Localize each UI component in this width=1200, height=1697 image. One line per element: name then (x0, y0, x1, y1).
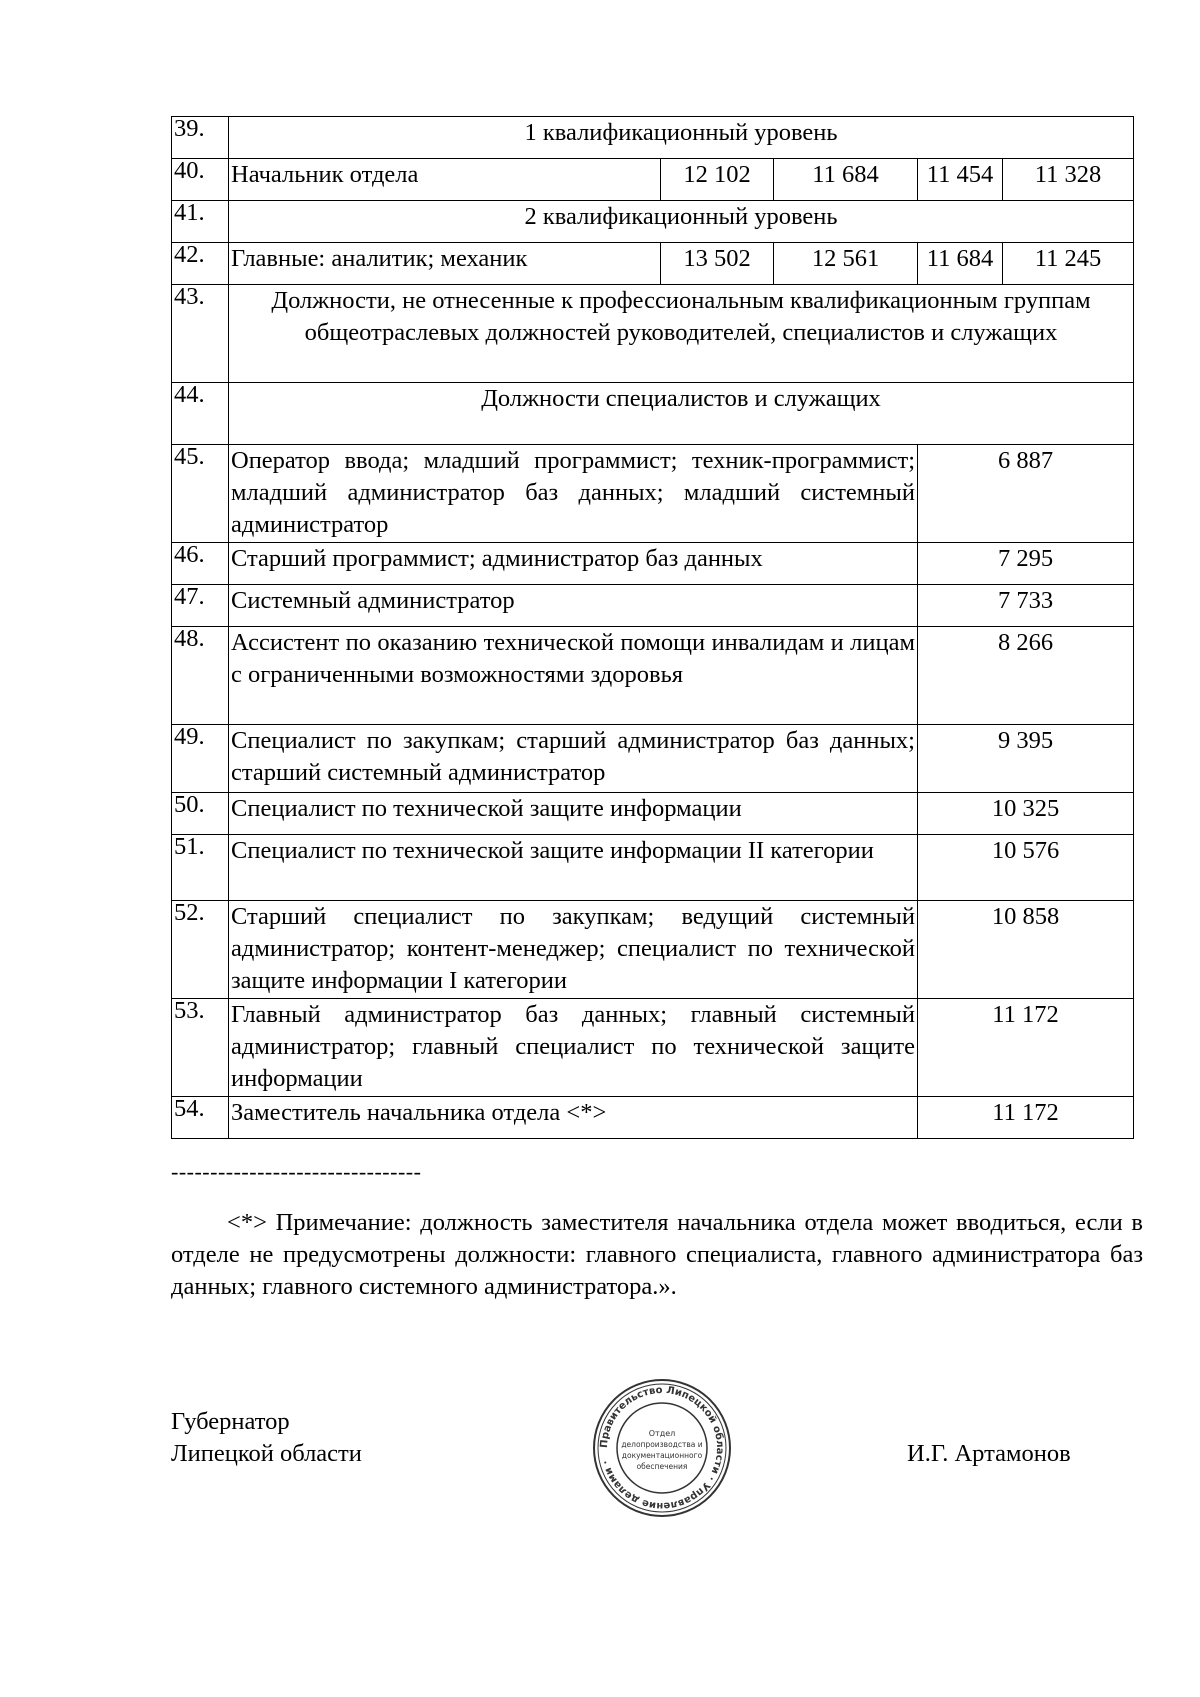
salary-value: 11 684 (918, 243, 1003, 285)
position-name: Оператор ввода; младший программист; техник-программист; младший администратор баз данных; младший системный администратор (229, 445, 918, 543)
group-heading: 2 квалификационный уровень (229, 201, 1134, 243)
table-row (172, 117, 1134, 159)
salary-value: 6 887 (918, 445, 1134, 543)
stamp-inner-line4: обеспечения (636, 1462, 688, 1471)
positions-table (171, 116, 1134, 1139)
row-number: 46. (172, 543, 229, 585)
table-row (172, 793, 1134, 835)
row-number: 51. (172, 835, 229, 901)
signature-name: И.Г. Артамонов (907, 1440, 1071, 1467)
row-number: 49. (172, 725, 229, 793)
signature-title (171, 1406, 362, 1470)
row-number: 39. (172, 117, 229, 159)
official-stamp (592, 1378, 732, 1518)
table-row (172, 999, 1134, 1097)
position-name: Старший программист; администратор баз данных (229, 543, 918, 585)
row-number: 48. (172, 627, 229, 725)
row-number: 40. (172, 159, 229, 201)
position-name: Главные: аналитик; механик (229, 243, 661, 285)
table-row (172, 627, 1134, 725)
position-name: Специалист по закупкам; старший администратор баз данных; старший системный администратор (229, 725, 918, 793)
row-number: 41. (172, 201, 229, 243)
table-row (172, 901, 1134, 999)
table-row (172, 835, 1134, 901)
table-row (172, 445, 1134, 543)
salary-value: 8 266 (918, 627, 1134, 725)
stamp-inner-line2: делопроизводства и (621, 1440, 703, 1449)
position-name: Специалист по технической защите информации (229, 793, 918, 835)
salary-value: 10 576 (918, 835, 1134, 901)
row-number: 47. (172, 585, 229, 627)
row-number: 44. (172, 383, 229, 445)
group-heading: 1 квалификационный уровень (229, 117, 1134, 159)
row-number: 45. (172, 445, 229, 543)
stamp-inner-line3: документационного (621, 1451, 703, 1460)
stamp-inner-line1: Отдел (648, 1429, 676, 1438)
salary-value: 7 295 (918, 543, 1134, 585)
table-row (172, 285, 1134, 383)
signature-title-line2: Липецкой области (171, 1440, 362, 1467)
table-row (172, 159, 1134, 201)
row-number: 53. (172, 999, 229, 1097)
salary-value: 9 395 (918, 725, 1134, 793)
footnote-separator: -------------------------------- (171, 1159, 422, 1184)
group-heading: Должности специалистов и служащих (229, 383, 1134, 445)
salary-value: 13 502 (661, 243, 774, 285)
salary-value: 10 325 (918, 793, 1134, 835)
table-row (172, 383, 1134, 445)
position-name: Главный администратор баз данных; главный системный администратор; главный специалист по технической защите информации (229, 999, 918, 1097)
signature-title-line1: Губернатор (171, 1408, 290, 1435)
row-number: 43. (172, 285, 229, 383)
table-row (172, 1097, 1134, 1139)
stamp-outer-text: Правительство Липецкой области · Управление делами · (598, 1384, 726, 1512)
salary-value: 11 245 (1003, 243, 1134, 285)
salary-value: 10 858 (918, 901, 1134, 999)
group-heading: Должности, не отнесенные к профессиональным квалификационным группам общеотраслевых должностей руководителей, специалистов и служащих (229, 285, 1134, 383)
table-row (172, 201, 1134, 243)
row-number: 54. (172, 1097, 229, 1139)
salary-value: 11 328 (1003, 159, 1134, 201)
salary-value: 12 561 (774, 243, 918, 285)
table-row (172, 243, 1134, 285)
footnote-note: <*> Примечание: должность заместителя начальника отдела может вводиться, если в отделе не предусмотрены должности: главного специалиста, главного администратора баз данных; главного системного администратора.». (171, 1209, 1143, 1300)
table-row (172, 725, 1134, 793)
row-number: 52. (172, 901, 229, 999)
position-name: Системный администратор (229, 585, 918, 627)
row-number: 42. (172, 243, 229, 285)
salary-value: 11 172 (918, 1097, 1134, 1139)
position-name: Старший специалист по закупкам; ведущий системный администратор; контент-менеджер; специалист по технической защите информации I категории (229, 901, 918, 999)
position-name: Специалист по технической защите информации II категории (229, 835, 918, 901)
table-row (172, 585, 1134, 627)
position-name: Ассистент по оказанию технической помощи инвалидам и лицам с ограниченными возможностями здоровья (229, 627, 918, 725)
salary-value: 12 102 (661, 159, 774, 201)
row-number: 50. (172, 793, 229, 835)
position-name: Начальник отдела (229, 159, 661, 201)
table-row (172, 543, 1134, 585)
salary-value: 7 733 (918, 585, 1134, 627)
position-name: Заместитель начальника отдела <*> (229, 1097, 918, 1139)
salary-value: 11 454 (918, 159, 1003, 201)
salary-value: 11 684 (774, 159, 918, 201)
salary-value: 11 172 (918, 999, 1134, 1097)
